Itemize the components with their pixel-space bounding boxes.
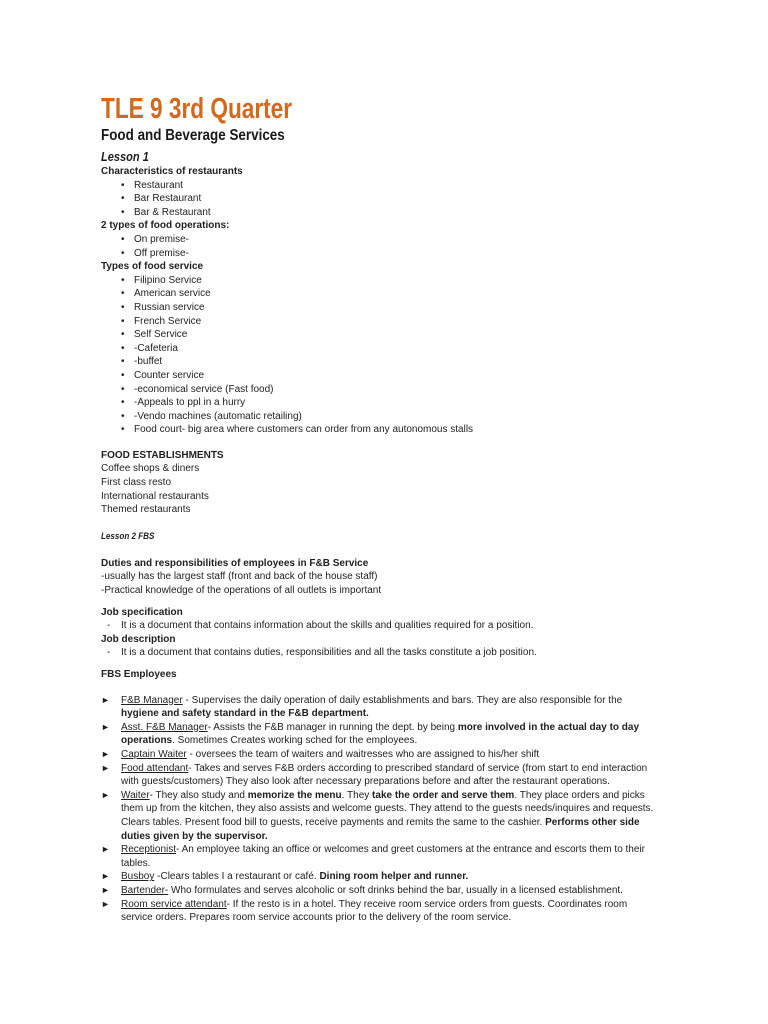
spacer — [101, 437, 661, 449]
right-pointer-arrow-icon: ► — [101, 884, 110, 895]
establishment-item: Coffee shops & diners — [101, 463, 200, 475]
document-content — [101, 93, 661, 925]
list-item: • Off premise- — [121, 247, 661, 261]
employee-desc: -Clears tables I a restaurant or café. — [154, 871, 320, 883]
job-desc-text: It is a document that contains duties, responsibilities and all the tasks constitute a job position. — [121, 647, 537, 659]
operations-heading: 2 types of food operations: — [101, 220, 230, 232]
employee-desc: - Assists the F&B manager in running the dept. by being — [207, 721, 458, 733]
employee-desc: Who formulates and serves alcoholic or soft drinks behind the bar, usually in a licensed establishment. — [168, 884, 623, 896]
list-item: • Bar Restaurant — [121, 192, 661, 206]
employee-role: Asst. F&B Manager — [121, 721, 208, 733]
dash-marker: - — [107, 620, 111, 632]
right-pointer-arrow-icon: ► — [101, 844, 110, 855]
operations-list — [101, 233, 661, 260]
employee-item-captain-waiter — [101, 748, 661, 762]
list-item: • -Cafeteria — [121, 342, 661, 356]
lesson-2-label: Lesson 2 FBS — [101, 530, 155, 542]
list-item: • Filipino Service — [121, 274, 661, 288]
spacer — [101, 682, 661, 694]
characteristics-list — [101, 179, 661, 220]
list-item: • American service — [121, 287, 661, 301]
spacer — [101, 598, 661, 606]
characteristics-heading: Characteristics of restaurants — [101, 166, 243, 177]
employee-desc-bold: Dining room helper and runner. — [319, 871, 469, 883]
job-spec-item — [101, 619, 661, 633]
employee-role: Receptionist — [121, 844, 177, 856]
job-desc-item — [101, 646, 661, 660]
employee-role: Bartender- — [121, 884, 169, 896]
employee-desc: - oversees the team of waiters and waitresses who are assigned to his/her shift — [186, 748, 540, 760]
spacer — [101, 545, 661, 557]
employee-desc: - If the resto is in a hotel. They receive room service orders from guests. Coordinates room service orders. Prepares room service accounts prior to the delivery of the room service. — [121, 898, 630, 924]
right-pointer-arrow-icon: ► — [101, 789, 110, 800]
dash-marker: - — [107, 647, 111, 659]
right-pointer-arrow-icon: ► — [101, 721, 110, 732]
list-item: • Restaurant — [121, 179, 661, 193]
establishment-item: International restaurants — [101, 490, 209, 502]
employee-item-receptionist — [101, 843, 661, 870]
list-item: • -economical service (Fast food) — [121, 383, 661, 397]
establishment-item: Themed restaurants — [101, 504, 191, 516]
employee-role: Waiter — [121, 789, 150, 801]
list-item: • Bar & Restaurant — [121, 206, 661, 220]
job-spec-text: It is a document that contains information about the skills and qualities required for a position. — [121, 620, 534, 632]
doc-subtitle: Food and Beverage Services — [101, 127, 285, 144]
employee-item-food-attendant — [101, 762, 661, 789]
right-pointer-arrow-icon: ► — [101, 762, 110, 773]
list-item: • Self Service — [121, 328, 661, 342]
employee-desc-bold: hygiene and safety standard in the F&B department. — [121, 708, 369, 720]
employee-desc: . Sometimes Creates working sched for the employees. — [172, 735, 418, 747]
employees-list — [101, 694, 661, 925]
employee-desc-bold: Performs other side duties given by the supervisor. — [121, 816, 640, 842]
lesson-1-label: Lesson 1 — [101, 149, 149, 164]
list-item: • On premise- — [121, 233, 661, 247]
spacer — [101, 517, 661, 529]
list-item: • -Vendo machines (automatic retailing) — [121, 410, 661, 424]
duties-heading: Duties and responsibilities of employees in F&B Service — [101, 557, 369, 569]
right-pointer-arrow-icon: ► — [101, 748, 110, 759]
job-desc-heading: Job description — [101, 633, 176, 645]
right-pointer-arrow-icon: ► — [101, 898, 110, 909]
list-item: • Counter service — [121, 369, 661, 383]
employee-role: Food attendant — [121, 762, 189, 774]
employee-desc: - An employee taking an office or welcomes and greet customers at the entrance and escorts them to their tables. — [121, 844, 648, 869]
employee-item-asst-manager — [101, 721, 661, 748]
doc-title: TLE 9 3rd Quarter — [101, 93, 293, 125]
employee-role: F&B Manager — [121, 694, 183, 706]
employee-item-busboy — [101, 870, 661, 884]
service-types-list — [101, 274, 661, 437]
employee-item-bartender — [101, 884, 661, 898]
employee-item-fb-manager — [101, 694, 661, 721]
employee-desc-bold: more involved in the actual day to day operations — [121, 721, 640, 747]
service-types-heading: Types of food service — [101, 261, 204, 273]
employee-desc: - They also study and — [149, 789, 248, 801]
job-spec-heading: Job specification — [101, 606, 183, 618]
employee-role: Room service attendant — [121, 898, 227, 910]
employee-desc: . They place orders and picks them up from the kitchen, they also assists and welcome guests. They attend to the guests needs/inquires and requests. Clears tables. Present food bill to guests, receive payments and remits the same to the cashier. — [121, 789, 657, 828]
list-item: • Food court- big area where customers can order from any autonomous stalls — [121, 423, 661, 437]
list-item: • -Appeals to ppl in a hurry — [121, 396, 661, 410]
employee-role: Busboy — [121, 871, 155, 883]
duties-line: -usually has the largest staff (front and back of the house staff) — [101, 571, 378, 583]
establishment-item: First class resto — [101, 477, 172, 489]
employee-item-waiter — [101, 789, 661, 843]
duties-line: -Practical knowledge of the operations of all outlets is important — [101, 585, 382, 597]
employee-desc-bold: take the order and serve them — [372, 789, 515, 801]
employees-heading: FBS Employees — [101, 669, 177, 680]
employee-item-room-service — [101, 898, 661, 925]
employee-desc-bold: memorize the menu — [247, 789, 342, 801]
establishments-heading: FOOD ESTABLISHMENTS — [101, 449, 224, 461]
right-pointer-arrow-icon: ► — [101, 694, 110, 705]
employee-role: Captain Waiter — [121, 748, 187, 760]
employee-desc: . They — [341, 789, 373, 801]
employee-desc: - Takes and serves F&B orders according to prescribed standard of service (from start to end interaction with guests/customers) They also look after necessary preparations before and after the restaurant operations. — [121, 762, 650, 788]
right-pointer-arrow-icon: ► — [101, 871, 110, 882]
list-item: • French Service — [121, 315, 661, 329]
list-item: • -buffet — [121, 355, 661, 369]
employee-desc: - Supervises the daily operation of daily establishments and bars. They are also responsible for the — [182, 694, 625, 706]
spacer — [101, 660, 661, 668]
list-item: • Russian service — [121, 301, 661, 315]
